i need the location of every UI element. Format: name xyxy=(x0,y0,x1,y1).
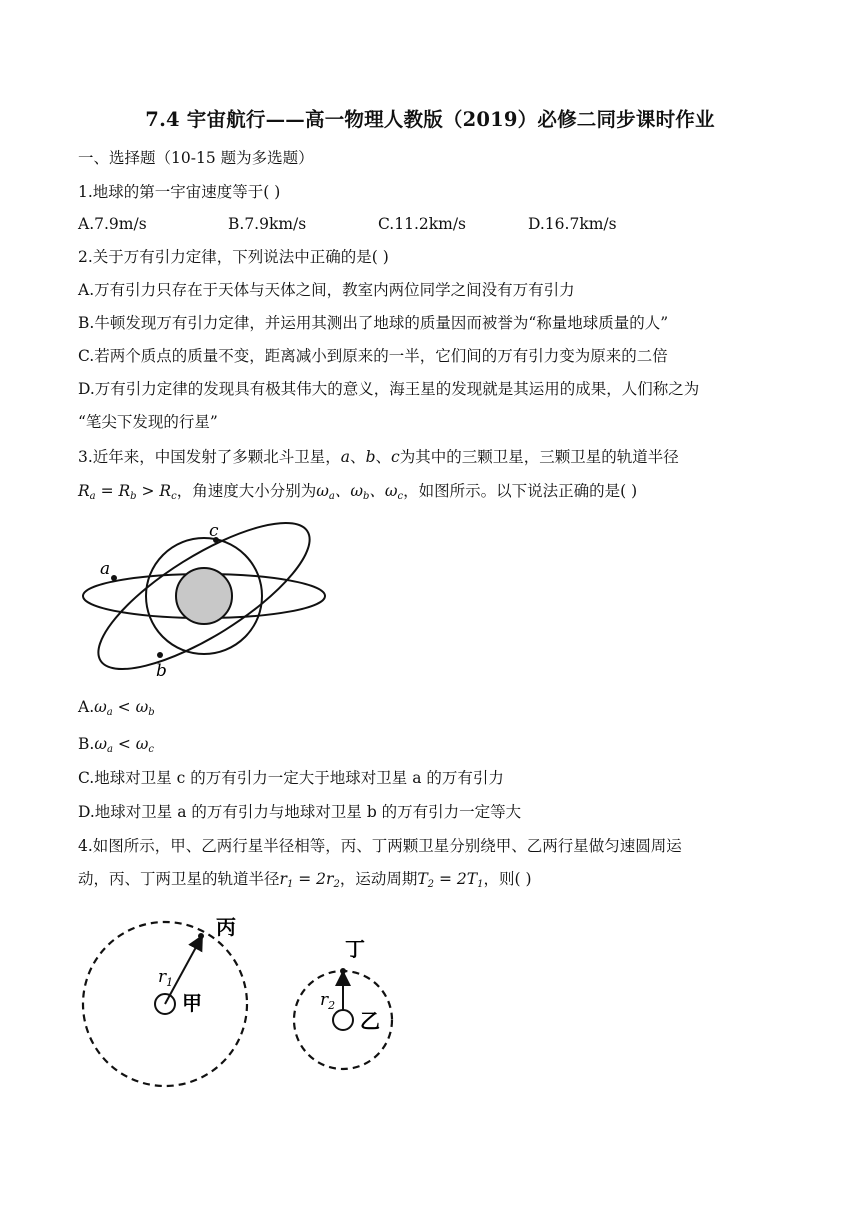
q2-option-c: C.若两个质点的质量不变，距离减小到原来的一半，它们间的万有引力变为原来的二倍 xyxy=(78,347,668,365)
q2-option-d-line2: “笔尖下发现的行星” xyxy=(78,413,218,431)
q2-option-a: A.万有引力只存在于天体与天体之间，教室内两位同学之间没有万有引力 xyxy=(78,281,575,299)
q2-option-b: B.牛顿发现万有引力定律，并运用其测出了地球的质量因而被誉为“称量地球质量的人” xyxy=(78,314,669,332)
q1-stem: 1.地球的第一宇宙速度等于( ) xyxy=(78,183,281,201)
section-heading: 一、选择题（10-15 题为多选题） xyxy=(78,149,314,167)
q2-stem: 2.关于万有引力定律，下列说法中正确的是( ) xyxy=(78,248,389,266)
q3-orbit-figure xyxy=(70,520,340,685)
label-bing: 丙 xyxy=(216,915,236,939)
label-yi: 乙 xyxy=(360,1009,380,1033)
label-a: a xyxy=(100,559,111,579)
label-c: c xyxy=(209,521,219,541)
q3-stem-part2: 为其中的三颗卫星，三颗卫星的轨道半径 xyxy=(399,448,679,466)
q3-omegas: $\omega_a$、$\omega_b$、$\omega_c$ xyxy=(316,482,404,502)
q4-orbit-figure xyxy=(70,910,410,1100)
q3-var-b: b xyxy=(365,448,376,466)
q3-option-a xyxy=(78,697,155,723)
label-ding: 丁 xyxy=(345,937,365,961)
q4-period-relation: $T_2 = 2T_1$ xyxy=(417,870,484,890)
q3-sep2: 、 xyxy=(375,448,392,466)
q3-stem-part4: ，如图所示。以下说法正确的是( ) xyxy=(403,482,638,500)
label-r2-base: r xyxy=(320,990,329,1010)
q3-var-c: c xyxy=(391,448,400,466)
q4-stem-part2: ，运动周期 xyxy=(339,870,418,888)
label-r1 xyxy=(158,967,173,989)
q4-radius-relation: $r_1 = 2r_2$ xyxy=(279,870,340,890)
q1-option-c: C.11.2km/s xyxy=(378,215,467,233)
q3-stem-line1 xyxy=(78,447,679,467)
q4-stem-part1: 动，丙、丁两卫星的轨道半径 xyxy=(78,870,280,888)
page-title: 7.4 宇宙航行——高一物理人教版（2019）必修二同步课时作业 xyxy=(145,108,715,131)
q4-stem-line2 xyxy=(78,869,532,895)
q4-stem-part3: ，则( ) xyxy=(483,870,532,888)
label-r1-base: r xyxy=(158,967,167,987)
label-r1-sub: 1 xyxy=(166,976,174,989)
q3-option-b-expr: $\omega_a < \omega_c$ xyxy=(94,735,155,755)
satellite-ding-dot xyxy=(340,968,346,974)
planet-yi xyxy=(333,1010,353,1030)
label-b: b xyxy=(156,661,167,681)
q3-radius-relation: $R_a = R_b > R_c$ xyxy=(78,482,177,502)
q3-stem-part1: 3.近年来，中国发射了多颗北斗卫星， xyxy=(78,448,341,466)
label-r2 xyxy=(320,990,335,1012)
q3-option-b xyxy=(78,734,154,760)
label-jia: 甲 xyxy=(182,991,202,1015)
q2-option-d-line1: D.万有引力定律的发现具有极其伟大的意义，海王星的发现就是其运用的成果，人们称之为 xyxy=(78,380,700,398)
q3-var-a: a xyxy=(340,448,351,466)
q4-stem-line1: 4.如图所示，甲、乙两行星半径相等，丙、丁两颗卫星分别绕甲、乙两行星做匀速圆周运 xyxy=(78,837,682,855)
q1-option-a: A.7.9m/s xyxy=(78,215,147,233)
q3-stem-line2 xyxy=(78,481,637,507)
label-r2-sub: 2 xyxy=(328,999,336,1012)
q3-option-b-prefix: B. xyxy=(78,735,95,753)
satellite-b-dot xyxy=(157,652,163,658)
satellite-a-dot xyxy=(111,575,117,581)
q1-option-b: B.7.9km/s xyxy=(228,215,307,233)
q3-option-a-prefix: A. xyxy=(78,698,95,716)
earth-disc xyxy=(176,568,232,624)
q1-option-d: D.16.7km/s xyxy=(528,215,617,233)
q3-stem-part3: ，角速度大小分别为 xyxy=(176,482,317,500)
q3-option-c: C.地球对卫星 c 的万有引力一定大于地球对卫星 a 的万有引力 xyxy=(78,769,504,787)
q3-option-d: D.地球对卫星 a 的万有引力与地球对卫星 b 的万有引力一定等大 xyxy=(78,803,522,821)
q3-option-a-expr: $\omega_a < \omega_b$ xyxy=(94,698,155,718)
q3-sep1: 、 xyxy=(350,448,366,466)
satellite-bing-dot xyxy=(198,933,204,939)
